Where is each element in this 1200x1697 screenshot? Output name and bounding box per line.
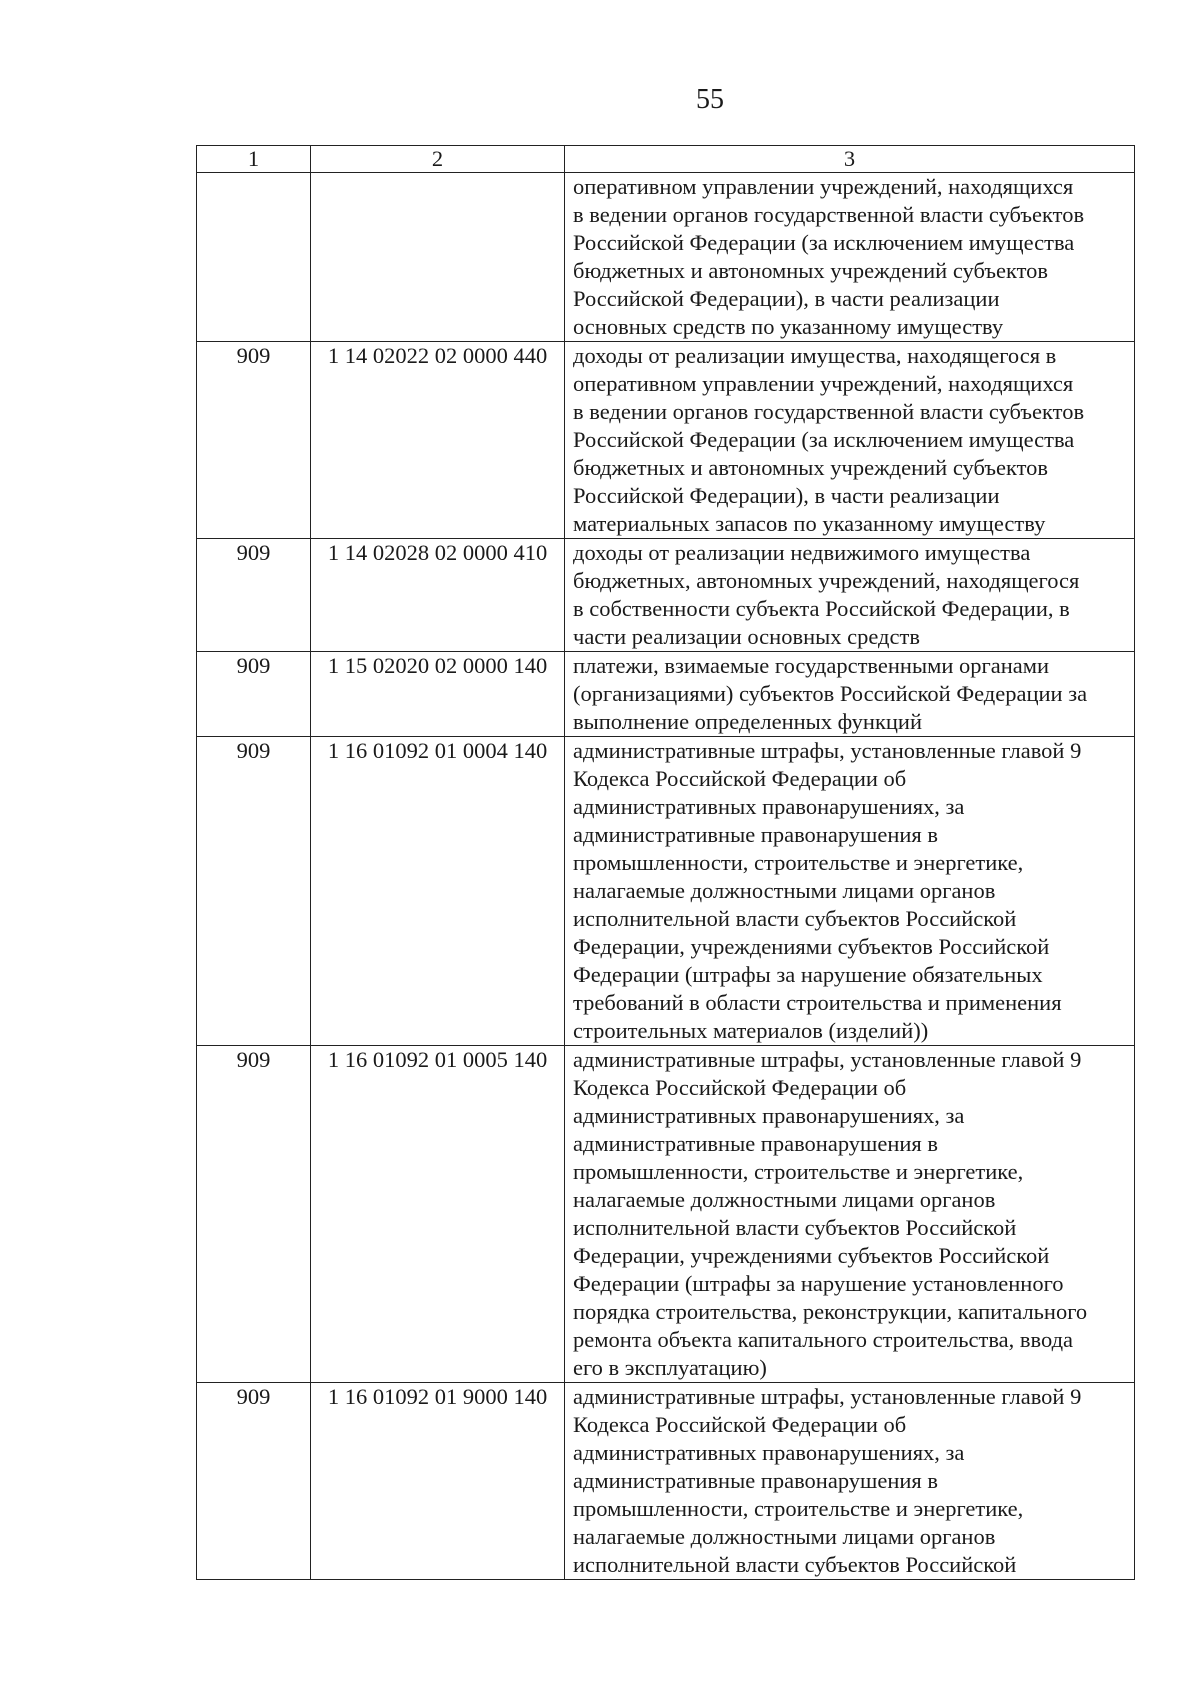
description-line: части реализации основных средств bbox=[573, 624, 920, 649]
description-cell bbox=[565, 737, 1135, 1046]
description-line: (организациями) субъектов Российской Федерации за bbox=[573, 681, 1088, 706]
description-line: доходы от реализации имущества, находящегося в bbox=[573, 343, 1057, 368]
description-cell bbox=[565, 652, 1135, 737]
description-line: административные правонарушения в bbox=[573, 1131, 939, 1156]
description-line: в ведении органов государственной власти субъектов bbox=[573, 399, 1085, 424]
description-line: в ведении органов государственной власти субъектов bbox=[573, 202, 1085, 227]
description-cell bbox=[565, 539, 1135, 652]
description-line: ремонта объекта капитального строительства, ввода bbox=[573, 1327, 1074, 1352]
description-line: Российской Федерации), в части реализации bbox=[573, 483, 1000, 508]
budget-code-cell: 1 14 02028 02 0000 410 bbox=[311, 539, 565, 652]
column-header-1: 1 bbox=[197, 146, 311, 173]
description-line: административные штрафы, установленные главой 9 bbox=[573, 1384, 1082, 1409]
description-line: налагаемые должностными лицами органов bbox=[573, 878, 996, 903]
description-line: строительных материалов (изделий)) bbox=[573, 1018, 929, 1043]
admin-code-cell: 909 bbox=[197, 652, 311, 737]
description-line: доходы от реализации недвижимого имущества bbox=[573, 540, 1031, 565]
page-number: 55 bbox=[696, 84, 724, 115]
description-line: бюджетных и автономных учреждений субъектов bbox=[573, 455, 1049, 480]
revenue-codes-table bbox=[196, 145, 1135, 1580]
table-row bbox=[197, 652, 1135, 737]
description-line: промышленности, строительстве и энергетике, bbox=[573, 1159, 1024, 1184]
description-line: оперативном управлении учреждений, находящихся bbox=[573, 174, 1074, 199]
description-line: бюджетных, автономных учреждений, находящегося bbox=[573, 568, 1080, 593]
description-line: требований в области строительства и применения bbox=[573, 990, 1062, 1015]
description-cell bbox=[565, 1046, 1135, 1383]
description-line: административных правонарушениях, за bbox=[573, 1440, 965, 1465]
description-line: платежи, взимаемые государственными органами bbox=[573, 653, 1050, 678]
description-line: налагаемые должностными лицами органов bbox=[573, 1187, 996, 1212]
description-line: промышленности, строительстве и энергетике, bbox=[573, 850, 1024, 875]
description-line: Кодекса Российской Федерации об bbox=[573, 766, 907, 791]
description-line: административные штрафы, установленные главой 9 bbox=[573, 1047, 1082, 1072]
description-cell bbox=[565, 1383, 1135, 1580]
description-line: Кодекса Российской Федерации об bbox=[573, 1075, 907, 1100]
description-line: основных средств по указанному имуществу bbox=[573, 314, 1004, 339]
column-header-3: 3 bbox=[565, 146, 1135, 173]
description-line: промышленности, строительстве и энергетике, bbox=[573, 1496, 1024, 1521]
table-row bbox=[197, 1046, 1135, 1383]
description-line: административные правонарушения в bbox=[573, 822, 939, 847]
column-header-2: 2 bbox=[311, 146, 565, 173]
table-row bbox=[197, 539, 1135, 652]
description-line: выполнение определенных функций bbox=[573, 709, 923, 734]
budget-code-cell: 1 16 01092 01 9000 140 bbox=[311, 1383, 565, 1580]
budget-code-cell: 1 14 02022 02 0000 440 bbox=[311, 342, 565, 539]
admin-code-cell: 909 bbox=[197, 539, 311, 652]
description-line: административных правонарушениях, за bbox=[573, 1103, 965, 1128]
table-row bbox=[197, 1383, 1135, 1580]
description-cell bbox=[565, 342, 1135, 539]
description-line: материальных запасов по указанному имуществу bbox=[573, 511, 1046, 536]
budget-code-cell bbox=[311, 173, 565, 342]
description-line: его в эксплуатацию) bbox=[573, 1355, 767, 1380]
description-line: Российской Федерации (за исключением имущества bbox=[573, 230, 1075, 255]
description-line: административных правонарушениях, за bbox=[573, 794, 965, 819]
description-line: в собственности субъекта Российской Федерации, в bbox=[573, 596, 1070, 621]
table-row bbox=[197, 737, 1135, 1046]
description-line: оперативном управлении учреждений, находящихся bbox=[573, 371, 1074, 396]
budget-code-cell: 1 16 01092 01 0005 140 bbox=[311, 1046, 565, 1383]
description-line: налагаемые должностными лицами органов bbox=[573, 1524, 996, 1549]
description-line: порядка строительства, реконструкции, капитального bbox=[573, 1299, 1088, 1324]
description-line: Федерации, учреждениями субъектов Российской bbox=[573, 934, 1050, 959]
description-line: административные правонарушения в bbox=[573, 1468, 939, 1493]
admin-code-cell: 909 bbox=[197, 737, 311, 1046]
description-line: Российской Федерации), в части реализации bbox=[573, 286, 1000, 311]
description-cell bbox=[565, 173, 1135, 342]
description-line: бюджетных и автономных учреждений субъектов bbox=[573, 258, 1049, 283]
admin-code-cell: 909 bbox=[197, 342, 311, 539]
budget-code-cell: 1 15 02020 02 0000 140 bbox=[311, 652, 565, 737]
description-line: Федерации (штрафы за нарушение обязательных bbox=[573, 962, 1043, 987]
table-header-row bbox=[197, 146, 1135, 173]
description-line: Федерации, учреждениями субъектов Российской bbox=[573, 1243, 1050, 1268]
description-line: Российской Федерации (за исключением имущества bbox=[573, 427, 1075, 452]
table-row bbox=[197, 342, 1135, 539]
admin-code-cell: 909 bbox=[197, 1046, 311, 1383]
description-line: административные штрафы, установленные главой 9 bbox=[573, 738, 1082, 763]
table-row bbox=[197, 173, 1135, 342]
admin-code-cell: 909 bbox=[197, 1383, 311, 1580]
description-line: исполнительной власти субъектов Российской bbox=[573, 1552, 1017, 1577]
admin-code-cell bbox=[197, 173, 311, 342]
description-line: исполнительной власти субъектов Российской bbox=[573, 1215, 1017, 1240]
description-line: Кодекса Российской Федерации об bbox=[573, 1412, 907, 1437]
description-line: исполнительной власти субъектов Российской bbox=[573, 906, 1017, 931]
description-line: Федерации (штрафы за нарушение установленного bbox=[573, 1271, 1064, 1296]
budget-code-cell: 1 16 01092 01 0004 140 bbox=[311, 737, 565, 1046]
